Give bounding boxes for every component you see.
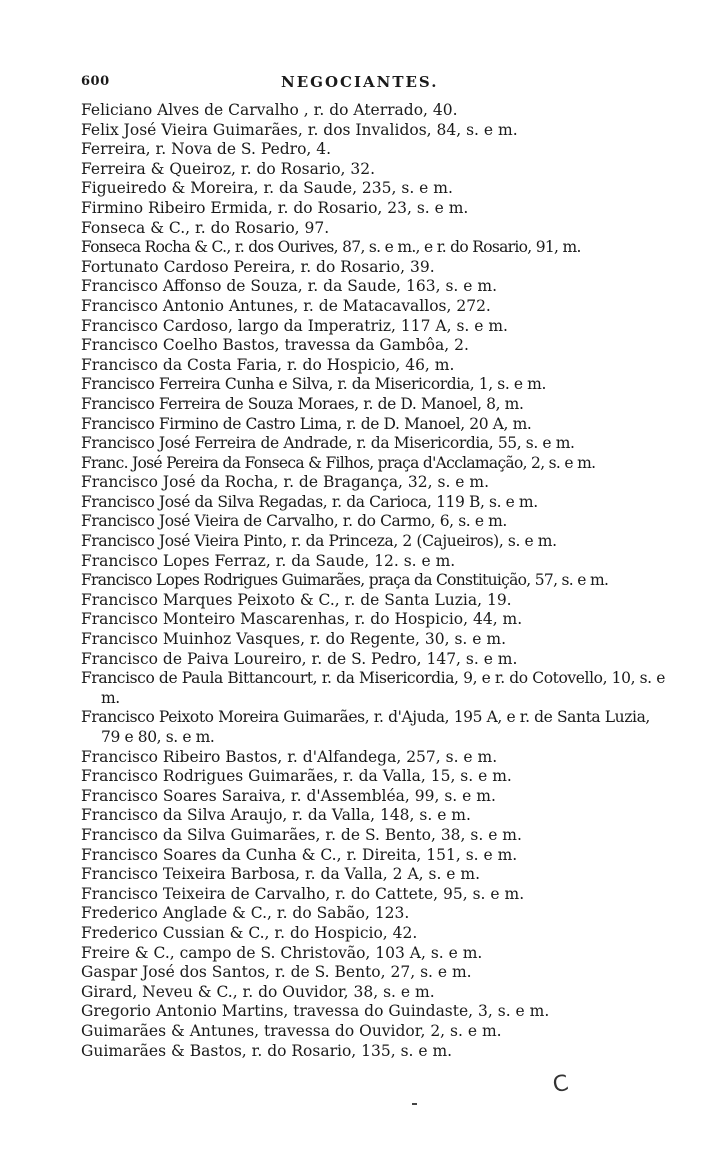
list-item: Ferreira & Queiroz, r. do Rosario, 32. <box>81 159 376 178</box>
list-item: Gregorio Antonio Martins, travessa do Guindaste, 3, s. e m. <box>81 1002 550 1021</box>
list-item: Francisco Antonio Antunes, r. de Matacavallos, 272. <box>81 296 491 315</box>
list-item: Freire & C., campo de S. Christovão, 103 A, s. e m. <box>81 943 483 962</box>
list-item: Francisco Ribeiro Bastos, r. d'Alfandega, 257, s. e m. <box>81 747 498 766</box>
list-item: Francisco da Silva Guimarães, r. de S. Bento, 38, s. e m. <box>81 825 522 844</box>
footer-ornament <box>412 1103 417 1105</box>
list-item: Francisco Teixeira Barbosa, r. da Valla, 2 A, s. e m. <box>81 865 481 884</box>
list-item: Francisco da Silva Araujo, r. da Valla, 148, s. e m. <box>81 806 471 825</box>
list-item: Francisco Monteiro Mascarenhas, r. do Hospicio, 44, m. <box>81 610 523 629</box>
list-item: Figueiredo & Moreira, r. da Saude, 235, s. e m. <box>81 179 453 198</box>
list-item: Gaspar José dos Santos, r. de S. Bento, 27, s. e m. <box>81 963 472 982</box>
list-item: Francisco Rodrigues Guimarães, r. da Valla, 15, s. e m. <box>81 767 512 786</box>
list-item: Francisco Lopes Ferraz, r. da Saude, 12. s. e m. <box>81 551 456 570</box>
list-item: Frederico Anglade & C., r. do Sabão, 123. <box>81 904 410 923</box>
list-item: Francisco Ferreira de Souza Moraes, r. de D. Manoel, 8, m. <box>81 394 524 413</box>
list-item: Guimarães & Bastos, r. do Rosario, 135, s. e m. <box>81 1041 453 1060</box>
list-item: Fonseca & C., r. do Rosario, 97. <box>81 218 330 237</box>
list-item: Felix José Vieira Guimarães, r. dos Invalidos, 84, s. e m. <box>81 120 518 139</box>
list-item: Francisco Teixeira de Carvalho, r. do Cattete, 95, s. e m. <box>81 884 525 903</box>
list-item: Francisco Affonso de Souza, r. da Saude, 163, s. e m. <box>81 277 498 296</box>
list-item: Franc. José Pereira da Fonseca & Filhos, praça d'Acclamação, 2, s. e m. <box>81 453 596 472</box>
list-item: Francisco Lopes Rodrigues Guimarães, praça da Constituição, 57, s. e m. <box>81 571 609 590</box>
page-number: 600 <box>81 74 110 89</box>
list-item: Francisco de Paula Bittancourt, r. da Misericordia, 9, e r. do Cotovello, 10, s. e m. <box>81 669 666 707</box>
list-item: Feliciano Alves de Carvalho , r. do Aterrado, 40. <box>81 101 458 119</box>
merchant-list <box>81 101 666 1061</box>
list-item: Francisco José Vieira Pinto, r. da Princeza, 2 (Cajueiros), s. e m. <box>81 532 557 551</box>
list-item: Francisco de Paiva Loureiro, r. de S. Pedro, 147, s. e m. <box>81 649 518 668</box>
list-item: Francisco José Ferreira de Andrade, r. da Misericordia, 55, s. e m. <box>81 434 575 453</box>
list-item: Francisco Ferreira Cunha e Silva, r. da Misericordia, 1, s. e m. <box>81 375 547 394</box>
list-item: Francisco José da Rocha, r. de Bragança, 32, s. e m. <box>81 473 490 492</box>
list-item: Francisco Muinhoz Vasques, r. do Regente, 30, s. e m. <box>81 630 507 649</box>
list-item: Firmino Ribeiro Ermida, r. do Rosario, 23, s. e m. <box>81 198 469 217</box>
list-item: Ferreira, r. Nova de S. Pedro, 4. <box>81 140 332 159</box>
list-item: Girard, Neveu & C., r. do Ouvidor, 38, s. e m. <box>81 982 435 1001</box>
running-title: NEGOCIANTES. <box>281 73 439 91</box>
list-item: Frederico Cussian & C., r. do Hospicio, 42. <box>81 923 418 942</box>
list-item: Francisco Marques Peixoto & C., r. de Santa Luzia, 19. <box>81 590 512 609</box>
list-item: Francisco José da Silva Regadas, r. da Carioca, 119 B, s. e m. <box>81 492 538 511</box>
list-item: Francisco Firmino de Castro Lima, r. de D. Manoel, 20 A, m. <box>81 414 532 433</box>
list-item: Francisco Soares da Cunha & C., r. Direita, 151, s. e m. <box>81 845 518 864</box>
list-item: Francisco da Costa Faria, r. do Hospicio, 46, m. <box>81 355 455 374</box>
list-item: Guimarães & Antunes, travessa do Ouvidor, 2, s. e m. <box>81 1021 502 1040</box>
list-item: Francisco Coelho Bastos, travessa da Gambôa, 2. <box>81 336 469 355</box>
list-item: Francisco José Vieira de Carvalho, r. do Carmo, 6, s. e m. <box>81 512 507 531</box>
handwritten-margin-mark: C <box>550 1070 571 1099</box>
list-item: Fortunato Cardoso Pereira, r. do Rosario, 39. <box>81 257 435 276</box>
page-header <box>81 70 681 94</box>
list-item: Francisco Cardoso, largo da Imperatriz, 117 A, s. e m. <box>81 316 508 335</box>
list-item: Fonseca Rocha & C., r. dos Ourives, 87, s. e m., e r. do Rosario, 91, m. <box>81 238 581 257</box>
list-item: Francisco Peixoto Moreira Guimarães, r. d'Ajuda, 195 A, e r. de Santa Luzia, 79 e 80, s. e m. <box>81 708 650 746</box>
list-item: Francisco Soares Saraiva, r. d'Assembléa, 99, s. e m. <box>81 786 496 805</box>
